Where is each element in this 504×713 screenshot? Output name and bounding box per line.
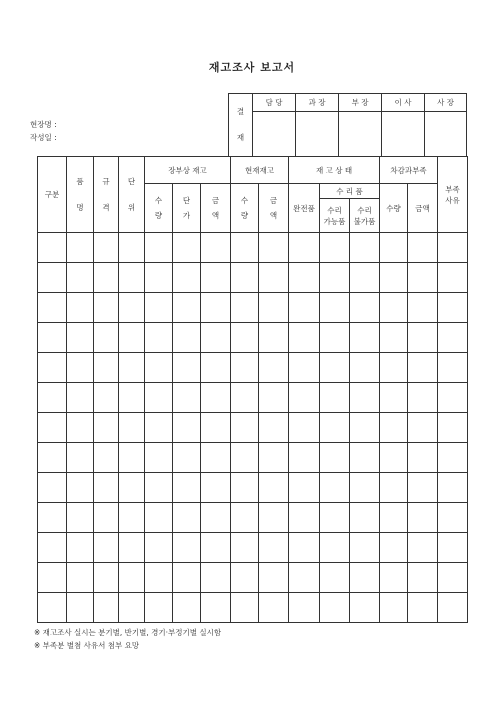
table-cell[interactable] [320, 503, 350, 533]
table-cell[interactable] [38, 593, 67, 623]
table-cell[interactable] [38, 443, 67, 473]
table-cell[interactable] [438, 533, 468, 563]
table-cell[interactable] [320, 563, 350, 593]
table-cell[interactable] [259, 593, 289, 623]
table-cell[interactable] [94, 323, 119, 353]
table-cell[interactable] [94, 503, 119, 533]
table-cell[interactable] [231, 413, 259, 443]
table-cell[interactable] [380, 323, 408, 353]
date-label: 작성일 : [30, 133, 57, 142]
table-cell[interactable] [145, 263, 173, 293]
table-cell[interactable] [408, 563, 438, 593]
table-cell[interactable] [38, 263, 67, 293]
table-cell[interactable] [438, 503, 468, 533]
table-cell[interactable] [438, 593, 468, 623]
table-cell[interactable] [289, 503, 320, 533]
table-cell[interactable] [231, 563, 259, 593]
header-item-name: 품 명 [67, 157, 94, 233]
table-cell[interactable] [408, 443, 438, 473]
table-cell[interactable] [67, 593, 94, 623]
table-cell[interactable] [289, 233, 320, 263]
table-cell[interactable] [289, 293, 320, 323]
table-cell[interactable] [350, 593, 380, 623]
header-stock-status: 재 고 상 태 [289, 157, 380, 184]
table-cell[interactable] [408, 413, 438, 443]
table-cell[interactable] [259, 233, 289, 263]
table-cell[interactable] [380, 503, 408, 533]
table-cell[interactable] [145, 563, 173, 593]
table-cell[interactable] [173, 323, 201, 353]
table-cell[interactable] [38, 323, 67, 353]
table-cell[interactable] [145, 443, 173, 473]
table-row [38, 503, 468, 533]
header-current-amount: 금 액 [259, 184, 289, 233]
table-cell[interactable] [94, 473, 119, 503]
table-cell[interactable] [173, 353, 201, 383]
table-cell[interactable] [67, 353, 94, 383]
table-cell[interactable] [94, 413, 119, 443]
table-cell[interactable] [408, 293, 438, 323]
table-cell[interactable] [173, 443, 201, 473]
table-cell[interactable] [350, 353, 380, 383]
table-cell[interactable] [289, 323, 320, 353]
table-cell[interactable] [67, 323, 94, 353]
table-cell[interactable] [67, 413, 94, 443]
table-cell[interactable] [231, 353, 259, 383]
table-cell[interactable] [380, 353, 408, 383]
table-cell[interactable] [380, 293, 408, 323]
table-cell[interactable] [438, 263, 468, 293]
table-cell[interactable] [259, 473, 289, 503]
table-cell[interactable] [201, 473, 231, 503]
table-cell[interactable] [289, 443, 320, 473]
table-cell[interactable] [67, 533, 94, 563]
table-cell[interactable] [38, 533, 67, 563]
inventory-table [37, 156, 468, 623]
table-row [38, 443, 468, 473]
table-cell[interactable] [94, 263, 119, 293]
header-repair: 수 리 품 [320, 184, 380, 199]
table-cell[interactable] [350, 533, 380, 563]
table-cell[interactable] [201, 293, 231, 323]
table-cell[interactable] [320, 323, 350, 353]
table-cell[interactable] [350, 263, 380, 293]
table-cell[interactable] [231, 533, 259, 563]
table-row [38, 353, 468, 383]
table-cell[interactable] [320, 233, 350, 263]
table-cell[interactable] [201, 563, 231, 593]
table-cell[interactable] [438, 383, 468, 413]
table-cell[interactable] [67, 563, 94, 593]
table-cell[interactable] [201, 323, 231, 353]
approval-role: 부 장 [339, 94, 382, 112]
table-cell[interactable] [94, 563, 119, 593]
table-cell[interactable] [145, 233, 173, 263]
table-cell[interactable] [145, 503, 173, 533]
note-1: ※ 재고조사 실시는 분기별, 반기별, 경기·부정기별 실시함 [34, 628, 222, 637]
table-cell[interactable] [119, 473, 145, 503]
table-cell[interactable] [231, 473, 259, 503]
table-cell[interactable] [94, 233, 119, 263]
table-cell[interactable] [119, 413, 145, 443]
table-cell[interactable] [173, 233, 201, 263]
table-cell[interactable] [145, 533, 173, 563]
approval-role: 사 장 [425, 94, 467, 112]
table-cell[interactable] [380, 383, 408, 413]
report-title: 재고조사 보고서 [208, 61, 296, 74]
table-cell[interactable] [145, 383, 173, 413]
table-cell[interactable] [231, 323, 259, 353]
table-cell[interactable] [119, 533, 145, 563]
table-cell[interactable] [259, 263, 289, 293]
table-cell[interactable] [259, 353, 289, 383]
table-cell[interactable] [259, 383, 289, 413]
table-cell[interactable] [408, 323, 438, 353]
table-cell[interactable] [408, 533, 438, 563]
table-cell[interactable] [94, 593, 119, 623]
header-difference: 차감과부족 [380, 157, 438, 184]
table-cell[interactable] [289, 533, 320, 563]
table-cell[interactable] [231, 293, 259, 323]
table-cell[interactable] [173, 293, 201, 323]
approval-table [228, 93, 467, 157]
header-book-stock: 장부상 재고 [145, 157, 231, 184]
table-cell[interactable] [380, 233, 408, 263]
table-row [38, 473, 468, 503]
table-cell[interactable] [408, 383, 438, 413]
table-cell[interactable] [350, 383, 380, 413]
header-repairable: 수리 가능품 [320, 199, 350, 233]
table-cell[interactable] [67, 293, 94, 323]
signature-cell[interactable] [382, 112, 425, 157]
table-cell[interactable] [438, 323, 468, 353]
table-cell[interactable] [94, 443, 119, 473]
table-cell[interactable] [231, 233, 259, 263]
signature-cell[interactable] [296, 112, 339, 157]
signature-cell[interactable] [425, 112, 467, 157]
table-cell[interactable] [320, 293, 350, 323]
table-cell[interactable] [94, 383, 119, 413]
table-cell[interactable] [350, 563, 380, 593]
table-cell[interactable] [380, 443, 408, 473]
table-row [38, 383, 468, 413]
table-cell[interactable] [259, 503, 289, 533]
table-cell[interactable] [259, 443, 289, 473]
table-cell[interactable] [145, 353, 173, 383]
table-cell[interactable] [119, 233, 145, 263]
table-cell[interactable] [201, 353, 231, 383]
table-cell[interactable] [173, 593, 201, 623]
table-cell[interactable] [408, 593, 438, 623]
table-cell[interactable] [67, 503, 94, 533]
table-row [38, 293, 468, 323]
table-cell[interactable] [201, 533, 231, 563]
signature-cell[interactable] [339, 112, 382, 157]
table-cell[interactable] [38, 383, 67, 413]
table-cell[interactable] [259, 413, 289, 443]
table-cell[interactable] [38, 353, 67, 383]
header-intact: 완전품 [289, 184, 320, 233]
table-cell[interactable] [380, 263, 408, 293]
table-cell[interactable] [289, 413, 320, 443]
table-cell[interactable] [173, 503, 201, 533]
table-cell[interactable] [380, 473, 408, 503]
table-cell[interactable] [350, 473, 380, 503]
table-cell[interactable] [173, 533, 201, 563]
table-cell[interactable] [119, 503, 145, 533]
table-cell[interactable] [119, 563, 145, 593]
table-cell[interactable] [408, 263, 438, 293]
table-cell[interactable] [408, 503, 438, 533]
header-diff-qty: 수량 [380, 184, 408, 233]
table-cell[interactable] [320, 413, 350, 443]
table-cell[interactable] [67, 443, 94, 473]
table-cell[interactable] [145, 593, 173, 623]
table-cell[interactable] [438, 293, 468, 323]
header-current-stock: 현재재고 [231, 157, 289, 184]
header-category: 구분 [38, 157, 67, 233]
table-cell[interactable] [231, 503, 259, 533]
table-cell[interactable] [408, 233, 438, 263]
table-row [38, 263, 468, 293]
table-cell[interactable] [408, 353, 438, 383]
table-cell[interactable] [38, 293, 67, 323]
table-cell[interactable] [259, 533, 289, 563]
header-book-qty: 수 량 [145, 184, 173, 233]
header-unit: 단 위 [119, 157, 145, 233]
table-cell[interactable] [67, 263, 94, 293]
table-cell[interactable] [119, 443, 145, 473]
table-cell[interactable] [173, 563, 201, 593]
table-cell[interactable] [173, 383, 201, 413]
table-cell[interactable] [350, 233, 380, 263]
table-cell[interactable] [145, 323, 173, 353]
table-cell[interactable] [438, 443, 468, 473]
table-cell[interactable] [350, 323, 380, 353]
table-cell[interactable] [201, 233, 231, 263]
table-cell[interactable] [38, 563, 67, 593]
table-cell[interactable] [231, 443, 259, 473]
table-cell[interactable] [94, 533, 119, 563]
table-cell[interactable] [67, 233, 94, 263]
table-cell[interactable] [320, 383, 350, 413]
header-spec: 규 격 [94, 157, 119, 233]
table-cell[interactable] [350, 443, 380, 473]
approval-role: 담 당 [253, 94, 296, 112]
table-cell[interactable] [201, 263, 231, 293]
table-cell[interactable] [438, 563, 468, 593]
table-cell[interactable] [259, 563, 289, 593]
table-cell[interactable] [173, 473, 201, 503]
table-cell[interactable] [201, 443, 231, 473]
table-cell[interactable] [320, 473, 350, 503]
table-cell[interactable] [438, 233, 468, 263]
table-cell[interactable] [231, 263, 259, 293]
approval-role: 이 사 [382, 94, 425, 112]
table-cell[interactable] [119, 593, 145, 623]
table-cell[interactable] [94, 353, 119, 383]
table-cell[interactable] [438, 413, 468, 443]
table-cell[interactable] [380, 563, 408, 593]
table-cell[interactable] [145, 473, 173, 503]
table-cell[interactable] [67, 473, 94, 503]
table-cell[interactable] [289, 473, 320, 503]
table-cell[interactable] [201, 593, 231, 623]
table-cell[interactable] [38, 473, 67, 503]
table-cell[interactable] [289, 263, 320, 293]
table-cell[interactable] [201, 503, 231, 533]
table-row [38, 593, 468, 623]
table-cell[interactable] [145, 413, 173, 443]
table-cell[interactable] [289, 383, 320, 413]
table-cell[interactable] [380, 533, 408, 563]
header-current-qty: 수 량 [231, 184, 259, 233]
table-cell[interactable] [259, 323, 289, 353]
table-row [38, 233, 468, 263]
table-cell[interactable] [408, 473, 438, 503]
header-book-amount: 금 액 [201, 184, 231, 233]
table-cell[interactable] [94, 293, 119, 323]
table-cell[interactable] [119, 323, 145, 353]
table-cell[interactable] [380, 593, 408, 623]
table-row [38, 563, 468, 593]
table-cell[interactable] [173, 413, 201, 443]
table-cell[interactable] [320, 353, 350, 383]
table-cell[interactable] [201, 413, 231, 443]
table-cell[interactable] [289, 353, 320, 383]
table-cell[interactable] [289, 593, 320, 623]
table-row [38, 323, 468, 353]
table-cell[interactable] [38, 413, 67, 443]
table-cell[interactable] [119, 383, 145, 413]
table-cell[interactable] [289, 563, 320, 593]
signature-cell[interactable] [253, 112, 296, 157]
table-cell[interactable] [38, 503, 67, 533]
note-2: ※ 부족분 별첨 사유서 첨부 요망 [34, 641, 140, 650]
table-cell[interactable] [350, 413, 380, 443]
table-row [38, 413, 468, 443]
table-cell[interactable] [320, 263, 350, 293]
table-cell[interactable] [38, 233, 67, 263]
table-cell[interactable] [231, 383, 259, 413]
table-cell[interactable] [231, 593, 259, 623]
table-cell[interactable] [173, 263, 201, 293]
table-cell[interactable] [119, 293, 145, 323]
table-cell[interactable] [438, 473, 468, 503]
table-cell[interactable] [201, 383, 231, 413]
header-shortage-reason: 부족 사유 [438, 157, 468, 233]
table-cell[interactable] [320, 533, 350, 563]
table-cell[interactable] [67, 383, 94, 413]
header-unrepairable: 수리 불가품 [350, 199, 380, 233]
table-cell[interactable] [320, 593, 350, 623]
table-cell[interactable] [380, 413, 408, 443]
table-cell[interactable] [350, 293, 380, 323]
table-cell[interactable] [438, 353, 468, 383]
header-diff-amount: 금액 [408, 184, 438, 233]
table-cell[interactable] [350, 503, 380, 533]
table-row [38, 533, 468, 563]
table-cell[interactable] [119, 353, 145, 383]
approval-role: 과 장 [296, 94, 339, 112]
table-cell[interactable] [119, 263, 145, 293]
header-book-unit-price: 단 가 [173, 184, 201, 233]
site-name-label: 현장명 : [30, 120, 57, 129]
table-cell[interactable] [320, 443, 350, 473]
approval-label: 결 재 [229, 94, 253, 157]
table-cell[interactable] [259, 293, 289, 323]
table-cell[interactable] [145, 293, 173, 323]
